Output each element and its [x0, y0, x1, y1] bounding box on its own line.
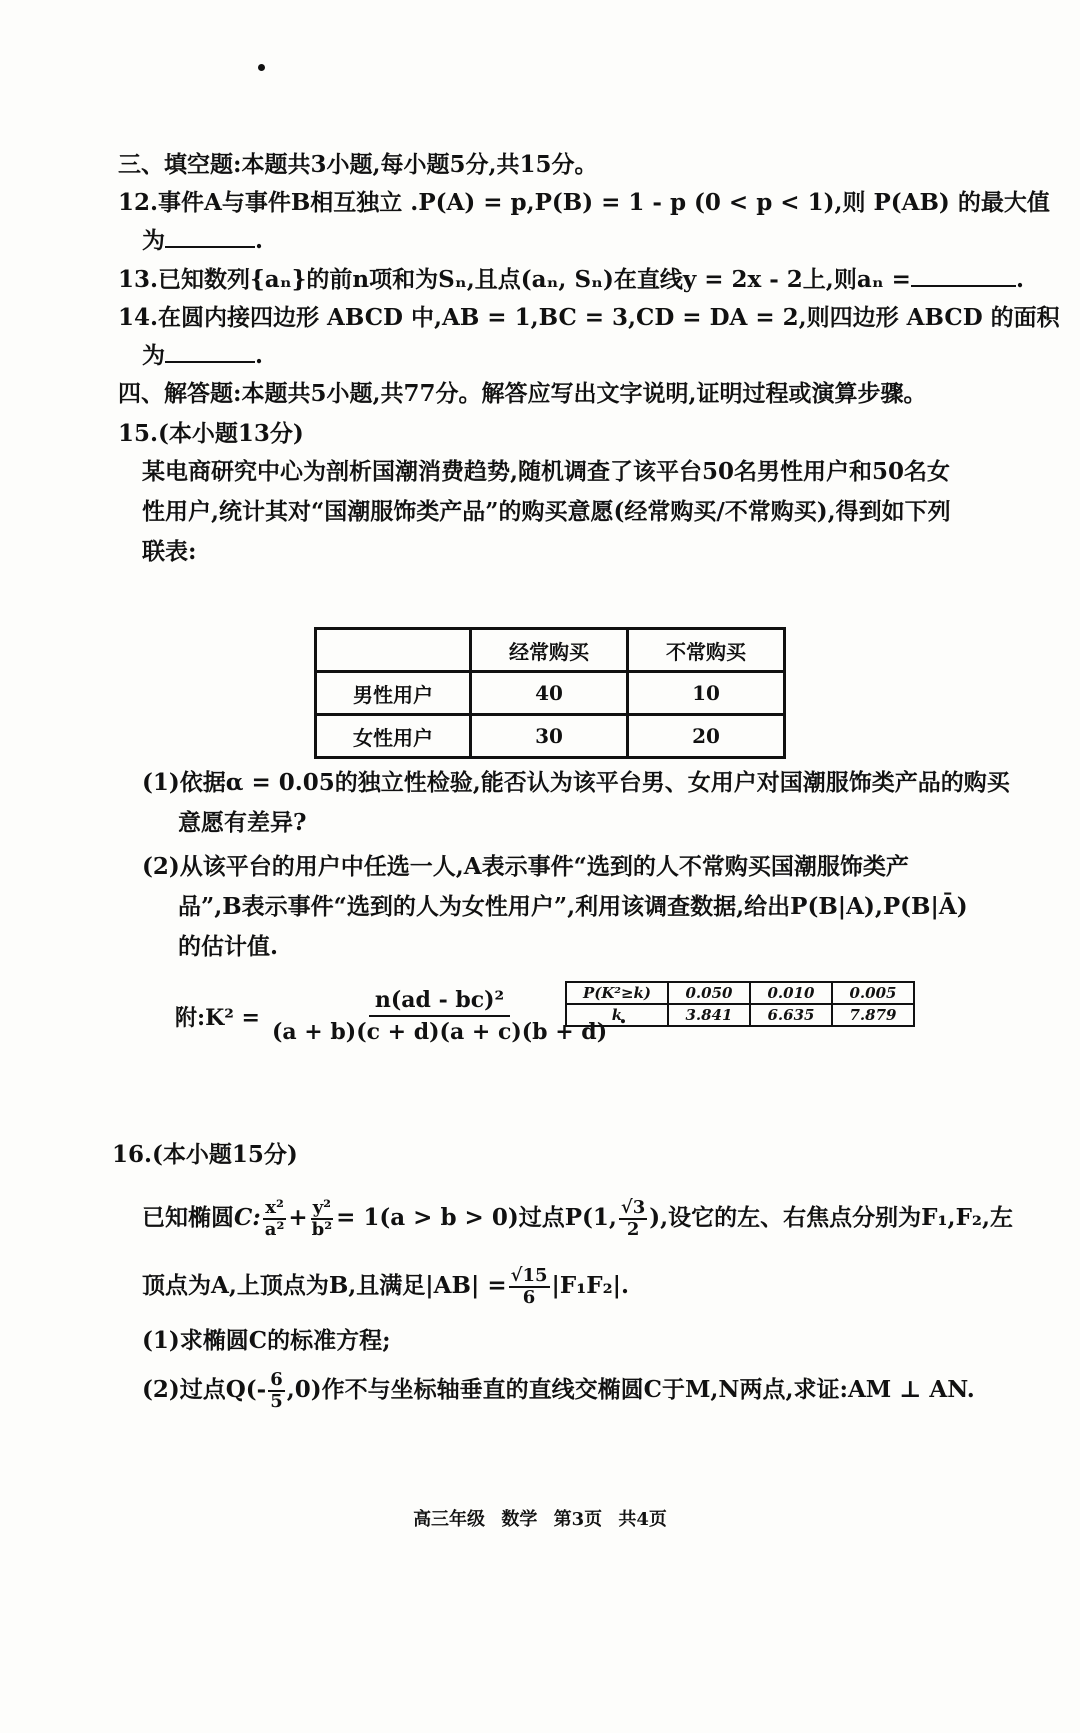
q12-line2: 为 .	[142, 227, 264, 254]
fraction-sqrt15-over-6: $\frac{√15}{6}$	[510, 1265, 548, 1308]
contingency-table	[314, 627, 786, 759]
table-header-row: 经常购买 不常购买	[316, 629, 785, 672]
q15-stem-1: 某电商研究中心为剖析国潮消费趋势,随机调查了该平台50名男性用户和50名女	[142, 458, 951, 485]
table-row: k 3.841 6.635 7.879	[566, 1004, 914, 1026]
formula-fraction: $\frac{\text{n(ad - bc)²}}{(a + b)(c + d)(a + c)(b + d)}$	[271, 987, 608, 1045]
fraction-x: $\frac{\text{x²}}{\text{a²}}$	[264, 1197, 285, 1240]
fraction-6-over-5: $\frac{6}{5}$	[270, 1369, 283, 1412]
table-row: 男性用户 40 10	[316, 672, 785, 715]
answer-blank	[911, 265, 1016, 287]
q15-part1-line1: (1)依据α = 0.05的独立性检验,能否认为该平台男、女用户对国潮服饰类产品的购买	[142, 769, 1010, 796]
answer-blank	[165, 341, 255, 363]
q16-stem-2: 顶点为A,上顶点为B,且满足|AB| = $\frac{√15}{6}$ |F₁F₂|.	[142, 1265, 630, 1308]
q16-stem-1: 已知椭圆C: $\frac{\text{x²}}{\text{a²}}$ + $\frac{\text{y²}}{\text{b²}}$ = 1(a > b > 0)过点P(1, $\frac{√3}{2}$ ),设它的左、右焦点分别为F₁,F₂,左	[142, 1197, 1013, 1240]
answer-blank	[165, 226, 255, 248]
q15-part2-line3: 的估计值.	[178, 933, 279, 960]
q15-part1-line2: 意愿有差异?	[178, 809, 307, 836]
scan-dot	[258, 64, 265, 71]
q14-line2: 为 .	[142, 342, 264, 369]
q16-header: 16.(本小题15分)	[112, 1141, 298, 1168]
section-4-title: 四、解答题:本题共5小题,共77分。解答应写出文字说明,证明过程或演算步骤。	[118, 380, 927, 407]
fraction-y: $\frac{\text{y²}}{\text{b²}}$	[311, 1197, 333, 1240]
q16-part2: (2)过点Q(- $\frac{6}{5}$ ,0)作不与坐标轴垂直的直线交椭圆C于M,N两点,求证:AM ⊥ AN.	[142, 1369, 975, 1412]
q15-stem-2: 性用户,统计其对“国潮服饰类产品”的购买意愿(经常购买/不常购买),得到如下列	[142, 498, 951, 525]
q15-part2-line1: (2)从该平台的用户中任选一人,A表示事件“选到的人不常购买国潮服饰类产	[142, 853, 909, 880]
critical-value-table	[565, 981, 915, 1027]
page-footer: 高三年级 数学 第3页 共4页	[413, 1509, 667, 1530]
section-3-title: 三、填空题:本题共3小题,每小题5分,共15分。	[118, 151, 598, 178]
q15-stem-3: 联表:	[142, 538, 197, 565]
q16-part1: (1)求椭圆C的标准方程;	[142, 1327, 391, 1354]
fraction-sqrt3-over-2: $\frac{√3}{2}$	[620, 1197, 646, 1240]
chi-square-formula: 附:K² = $\frac{\text{n(ad - bc)²}}{(a + b)(c + d)(a + c)(b + d)}$ .	[175, 987, 627, 1045]
table-row: 女性用户 30 20	[316, 715, 785, 758]
q15-part2-line2: 品”,B表示事件“选到的人为女性用户”,利用该调查数据,给出P(B|A),P(B|Ā)	[178, 893, 968, 920]
q15-header: 15.(本小题13分)	[118, 420, 304, 447]
q13-line: 13.已知数列{aₙ}的前n项和为Sₙ,且点(aₙ, Sₙ)在直线y = 2x - 2上,则aₙ = .	[118, 266, 1024, 293]
q14-line1: 14.在圆内接四边形 ABCD 中,AB = 1,BC = 3,CD = DA = 2,则四边形 ABCD 的面积	[118, 304, 1060, 331]
q12-line1: 12.事件A与事件B相互独立 .P(A) = p,P(B) = 1 - p (0 < p < 1),则 P(AB) 的最大值	[118, 189, 1050, 216]
table-row: P(K²≥k) 0.050 0.010 0.005	[566, 982, 914, 1004]
